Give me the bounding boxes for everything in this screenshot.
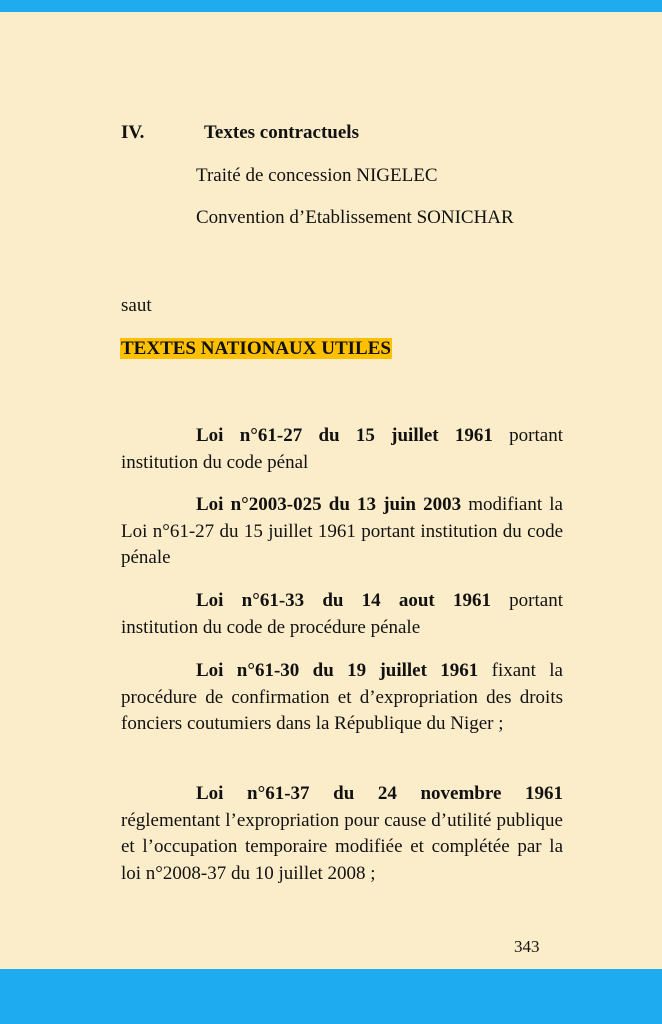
section-title: Textes contractuels [204,122,359,143]
law-entry [121,781,563,887]
heading-text: TEXTES NATIONAUX UTILES [121,338,391,359]
law-entry [121,658,563,738]
contract-item: Convention d’Etablissement SONICHAR [196,207,514,228]
bottom-frame-bar [0,969,662,1024]
law-description: portant institution du code de procédure pénale [121,590,563,638]
law-description: portant institution du code pénal [121,425,563,473]
contract-item: Traité de concession NIGELEC [196,165,438,186]
law-title: Loi n°61-30 du 19 juillet 1961 [196,660,479,681]
highlighted-heading [120,336,392,362]
law-description: modifiant la Loi n°61-27 du 15 juillet 1961 portant institution du code pénale [121,494,563,568]
law-title: Loi n°61-33 du 14 aout 1961 [196,590,491,611]
law-title: Loi n°61-27 du 15 juillet 1961 [196,425,493,446]
law-title: Loi n°61-37 du 24 novembre 1961 [196,783,563,804]
law-title: Loi n°2003-025 du 13 juin 2003 [196,494,462,515]
law-entry [121,423,563,476]
page-number: 343 [514,937,540,956]
law-description: réglementant l’expropriation pour cause d’utilité publique et l’occupation temporaire modifiée et complétée par la loi n°2008-37 du 10 juillet 2008 ; [121,809,563,884]
law-entry [121,492,563,572]
top-frame-bar [0,0,662,12]
law-entry [121,588,563,641]
note-text: saut [121,295,152,316]
section-number: IV. [121,122,145,143]
law-description: fixant la procédure de confirmation et d’expropriation des droits fonciers coutumiers dans la République du Niger ; [121,660,563,734]
